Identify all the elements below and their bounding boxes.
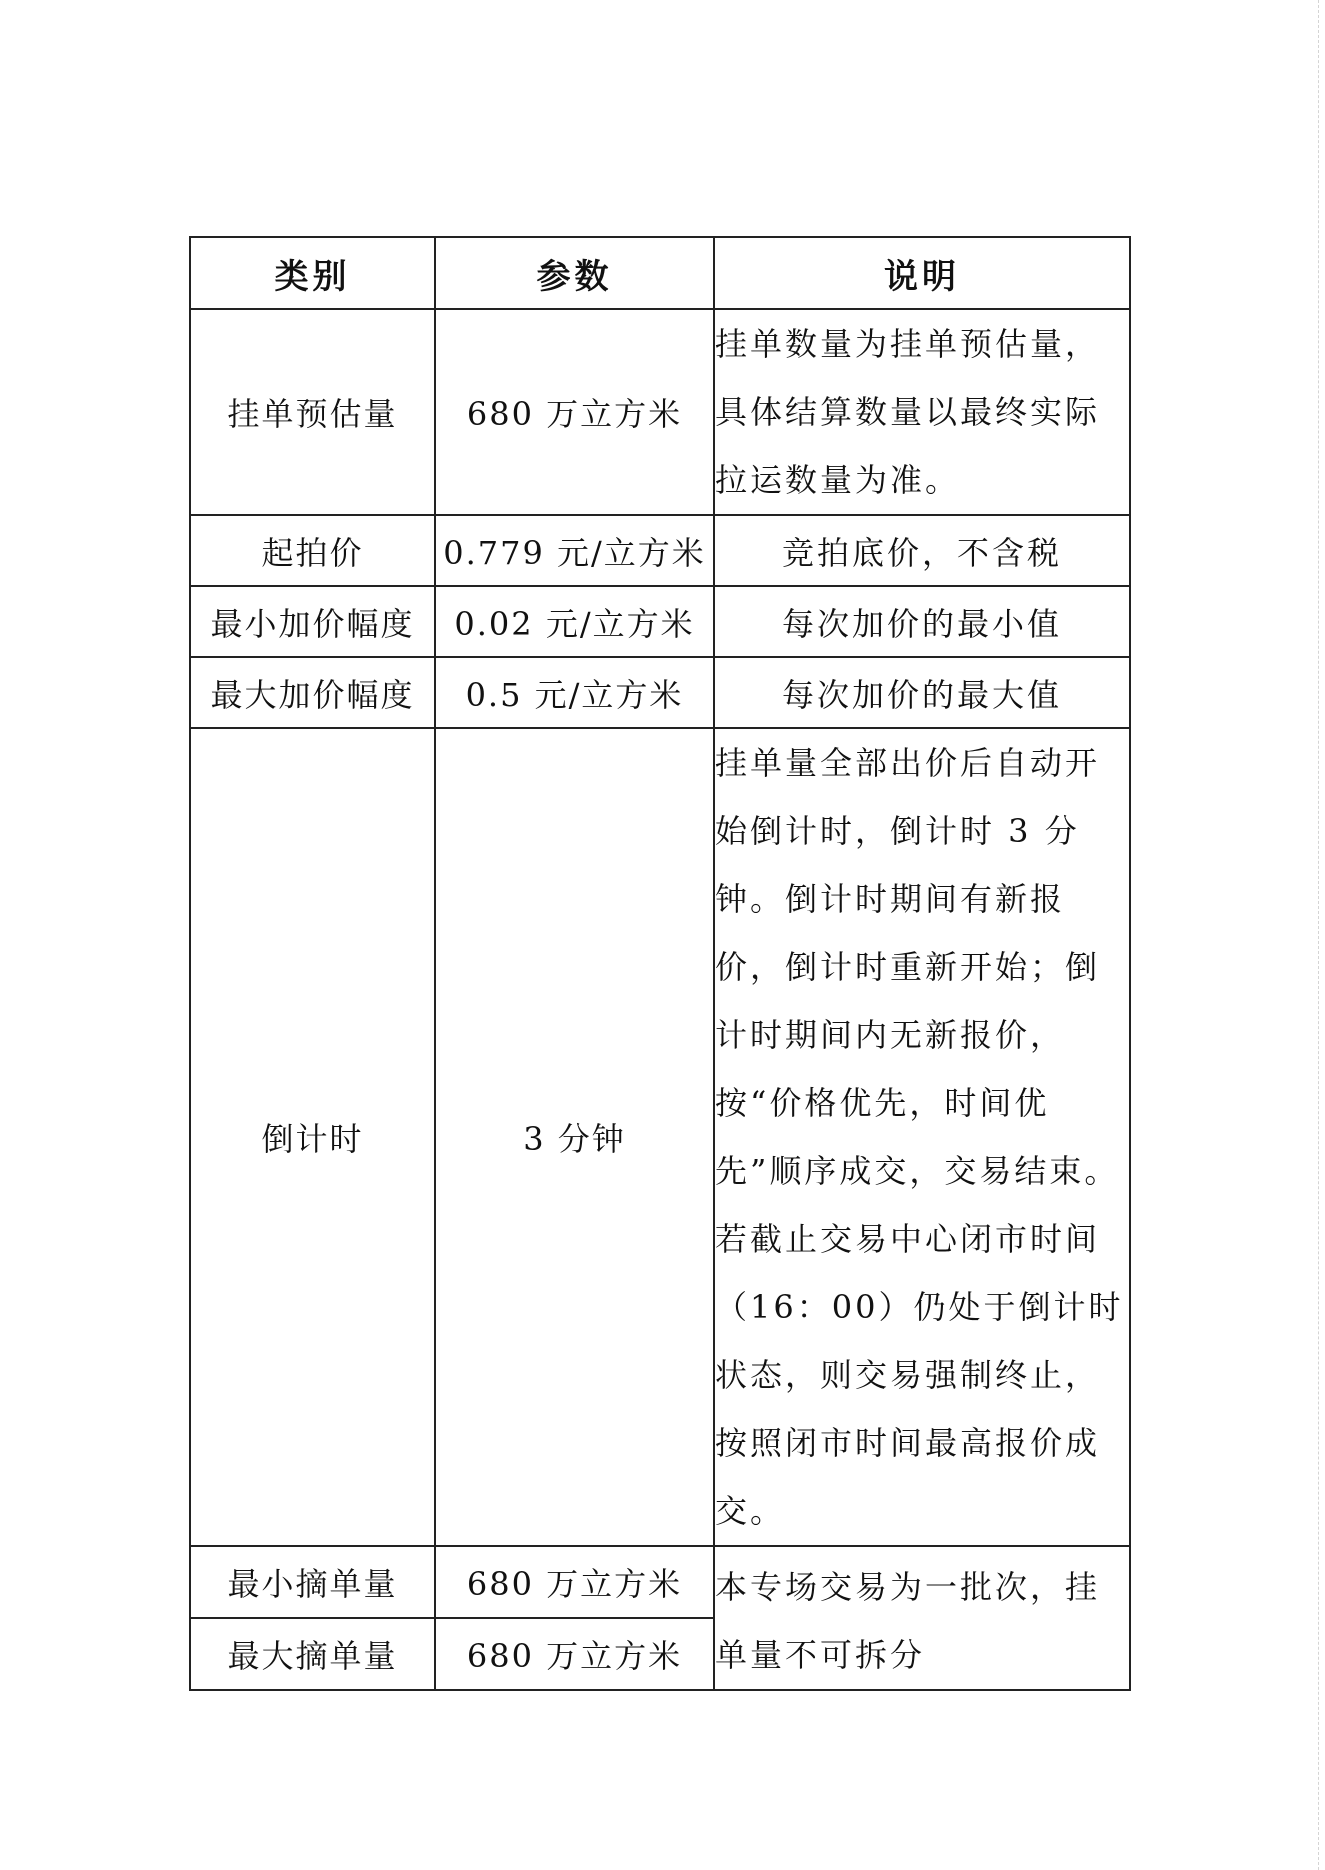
row-param: 680 万立方米	[435, 309, 714, 515]
row-description: 竞拍底价，不含税	[714, 515, 1130, 586]
row-category: 最小摘单量	[190, 1546, 435, 1618]
row-description: 每次加价的最小值	[714, 586, 1130, 657]
row-param: 0.5 元/立方米	[435, 657, 714, 728]
scan-edge-line	[1317, 0, 1319, 1870]
row-description: 挂单量全部出价后自动开始倒计时，倒计时 3 分钟。倒计时期间有新报价，倒计时重新开始；倒计时期间内无新报价，按“价格优先，时间优先”顺序成交，交易结束。若截止交易中心闭市时间（16：00）仍处于倒计时状态，则交易强制终止，按照闭市时间最高报价成交。	[714, 728, 1130, 1546]
table-row	[190, 309, 1130, 515]
row-param: 680 万立方米	[435, 1546, 714, 1618]
row-category: 最小加价幅度	[190, 586, 435, 657]
table-row	[190, 1546, 1130, 1618]
row-param: 680 万立方米	[435, 1618, 714, 1690]
parameters-table	[189, 236, 1131, 1691]
row-category: 最大加价幅度	[190, 657, 435, 728]
row-category: 最大摘单量	[190, 1618, 435, 1690]
row-description: 挂单数量为挂单预估量，具体结算数量以最终实际拉运数量为准。	[714, 309, 1130, 515]
table-header-row	[190, 237, 1130, 309]
merged-description: 本专场交易为一批次，挂单量不可拆分	[714, 1546, 1130, 1690]
table-row	[190, 586, 1130, 657]
table-row	[190, 515, 1130, 586]
row-param: 0.02 元/立方米	[435, 586, 714, 657]
row-param: 0.779 元/立方米	[435, 515, 714, 586]
header-param: 参数	[435, 237, 714, 309]
row-param: 3 分钟	[435, 728, 714, 1546]
row-category: 倒计时	[190, 728, 435, 1546]
row-category: 挂单预估量	[190, 309, 435, 515]
row-category: 起拍价	[190, 515, 435, 586]
header-category: 类别	[190, 237, 435, 309]
row-description: 每次加价的最大值	[714, 657, 1130, 728]
table-row	[190, 657, 1130, 728]
header-description: 说明	[714, 237, 1130, 309]
table-row	[190, 728, 1130, 1546]
